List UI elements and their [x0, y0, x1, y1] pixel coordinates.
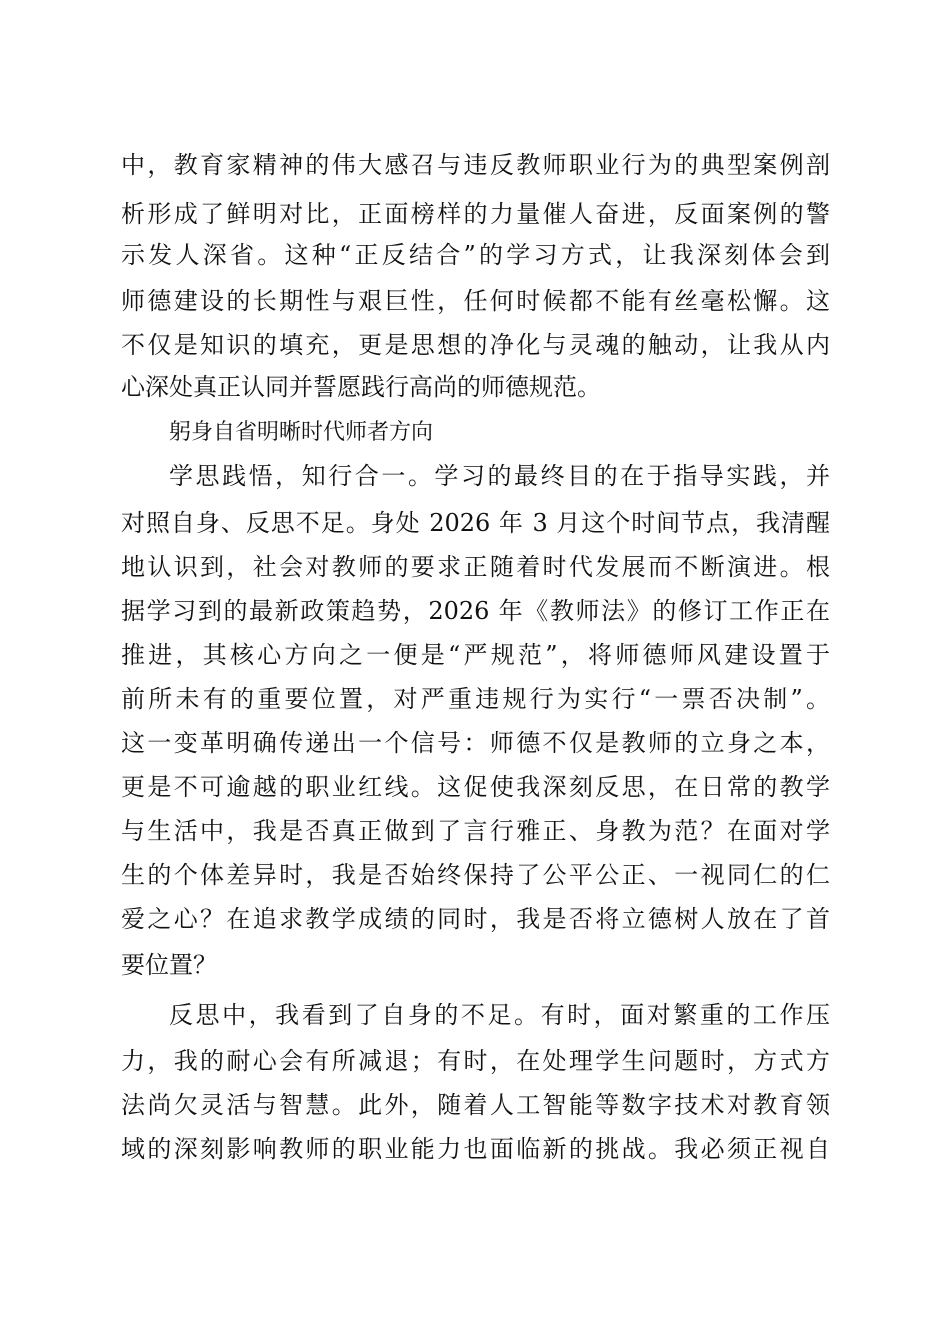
paragraph-1-line-2: 析形成了鲜明对比，正面榜样的力量催人奋进，反面案例的警	[121, 200, 830, 228]
paragraph-1-line-3: 示发人深省。这种“正反结合”的学习方式，让我深刻体会到	[121, 241, 830, 269]
paragraph-2-line-1: 学思践悟，知行合一。学习的最终目的在于指导实践，并	[169, 462, 830, 490]
paragraph-1-line-6: 心深处真正认同并誓愿践行高尚的师德规范。	[121, 373, 601, 401]
paragraph-2-line-4: 据学习到的最新政策趋势，2026 年《教师法》的修订工作正在	[121, 597, 830, 625]
paragraph-1-line-4: 师德建设的长期性与艰巨性，任何时候都不能有丝毫松懈。这	[121, 287, 830, 315]
paragraph-2-line-10: 生的个体差异时，我是否始终保持了公平公正、一视同仁的仁	[121, 861, 830, 889]
paragraph-3-line-2: 力，我的耐心会有所减退；有时，在处理学生问题时，方式方	[121, 1047, 830, 1075]
paragraph-2-line-12: 要位置？	[121, 951, 217, 979]
paragraph-2-line-8: 更是不可逾越的职业红线。这促使我深刻反思，在日常的教学	[121, 773, 830, 801]
paragraph-2-line-9: 与生活中，我是否真正做到了言行雅正、身教为范？在面对学	[121, 817, 830, 845]
paragraph-1-line-1: 中，教育家精神的伟大感召与违反教师职业行为的典型案例剖	[121, 151, 830, 179]
paragraph-2-line-5: 推进，其核心方向之一便是“严规范”，将师德师风建设置于	[121, 641, 830, 669]
paragraph-2-line-2: 对照自身、反思不足。身处 2026 年 3 月这个时间节点，我清醒	[121, 509, 830, 537]
paragraph-3-line-1: 反思中，我看到了自身的不足。有时，面对繁重的工作压	[169, 1001, 830, 1029]
paragraph-2-line-6: 前所未有的重要位置，对严重违规行为实行“一票否决制”。	[121, 685, 830, 713]
paragraph-2-line-11: 爱之心？在追求教学成绩的同时，我是否将立德树人放在了首	[121, 905, 830, 933]
paragraph-3-line-4: 域的深刻影响教师的职业能力也面临新的挑战。我必须正视自	[121, 1135, 830, 1163]
paragraph-1-line-5: 不仅是知识的填充，更是思想的净化与灵魂的触动，让我从内	[121, 331, 830, 359]
section-heading: 躬身自省明晰时代师者方向	[169, 420, 434, 445]
paragraph-3-line-3: 法尚欠灵活与智慧。此外，随着人工智能等数字技术对教育领	[121, 1091, 830, 1119]
paragraph-2-line-3: 地认识到，社会对教师的要求正随着时代发展而不断演进。根	[121, 553, 830, 581]
paragraph-2-line-7: 这一变革明确传递出一个信号：师德不仅是教师的立身之本，	[121, 729, 830, 757]
